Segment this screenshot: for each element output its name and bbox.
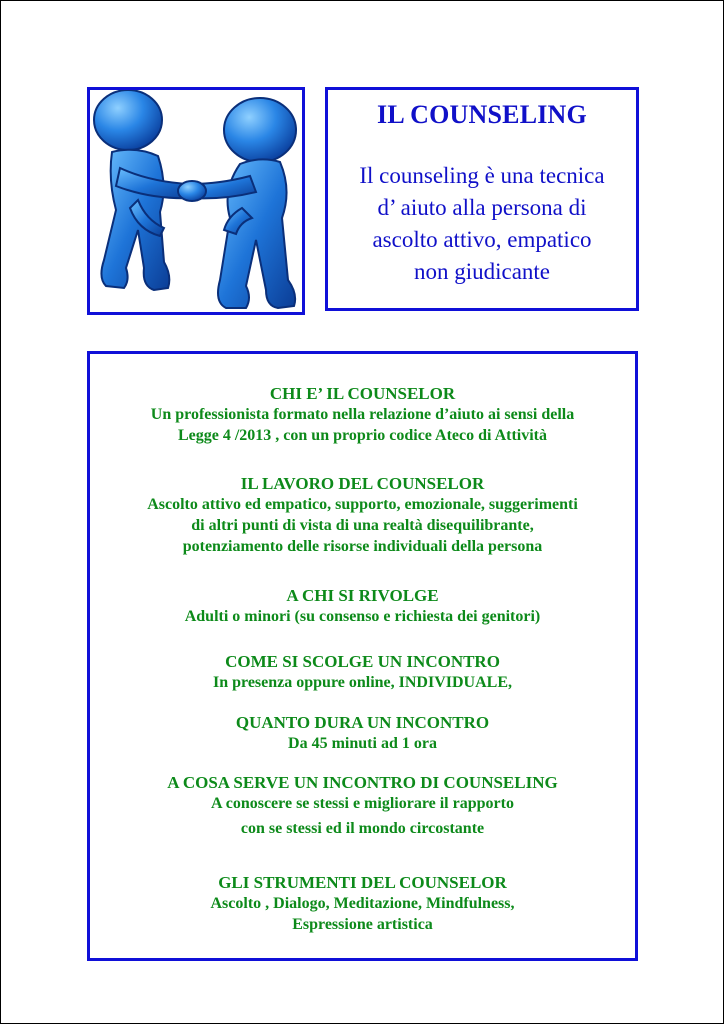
info-box xyxy=(87,351,638,961)
section-line: potenziamento delle risorse individuali della persona xyxy=(182,538,543,555)
section-line: Adulti o minori (su consenso e richiesta dei genitori) xyxy=(184,608,541,625)
page-title: IL COUNSELING xyxy=(377,100,587,129)
section-line: Ascolto attivo ed empatico, supporto, emozionale, suggerimenti xyxy=(147,496,578,513)
section-line: con se stessi ed il mondo circostante xyxy=(240,820,485,837)
section-heading: GLI STRUMENTI DEL COUNSELOR xyxy=(218,873,507,892)
section-heading: IL LAVORO DEL COUNSELOR xyxy=(240,474,485,493)
section-line: di altri punti di vista di una realtà disequilibrante, xyxy=(191,517,534,534)
intro-text xyxy=(328,160,636,288)
intro-line: non giudicante xyxy=(413,259,551,284)
illustration-box xyxy=(87,87,305,315)
section-chi-e-il-counselor xyxy=(90,383,635,446)
section-line: In presenza oppure online, INDIVIDUALE, xyxy=(212,674,512,691)
two-figures-handshake-icon xyxy=(90,90,302,312)
section-line: A conoscere se stessi e migliorare il rapporto xyxy=(211,795,514,812)
section-line: Espressione artistica xyxy=(292,916,433,933)
section-lavoro-del-counselor xyxy=(90,473,635,557)
section-line: Da 45 minuti ad 1 ora xyxy=(288,735,437,752)
section-come-si-svolge xyxy=(90,651,635,693)
section-line: Un professionista formato nella relazione d’aiuto ai sensi della xyxy=(150,406,575,423)
section-strumenti xyxy=(90,872,635,935)
section-heading: COME SI SCOLGE UN INCONTRO xyxy=(225,652,500,671)
section-quanto-dura xyxy=(90,712,635,754)
section-a-cosa-serve xyxy=(90,772,635,839)
intro-line: ascolto attivo, empatico xyxy=(372,227,592,252)
section-heading: CHI E’ IL COUNSELOR xyxy=(269,384,456,403)
section-a-chi-si-rivolge xyxy=(90,585,635,627)
section-heading: A CHI SI RIVOLGE xyxy=(286,586,439,605)
section-heading: QUANTO DURA UN INCONTRO xyxy=(235,713,490,732)
section-heading: A COSA SERVE UN INCONTRO DI COUNSELING xyxy=(167,773,558,792)
section-line: Ascolto , Dialogo, Meditazione, Mindfulness, xyxy=(210,895,515,912)
intro-line: d’ aiuto alla persona di xyxy=(377,195,587,220)
intro-line: Il counseling è una tecnica xyxy=(359,163,605,188)
title-box xyxy=(325,87,639,311)
section-line: Legge 4 /2013 , con un proprio codice Ateco di Attività xyxy=(177,427,547,444)
